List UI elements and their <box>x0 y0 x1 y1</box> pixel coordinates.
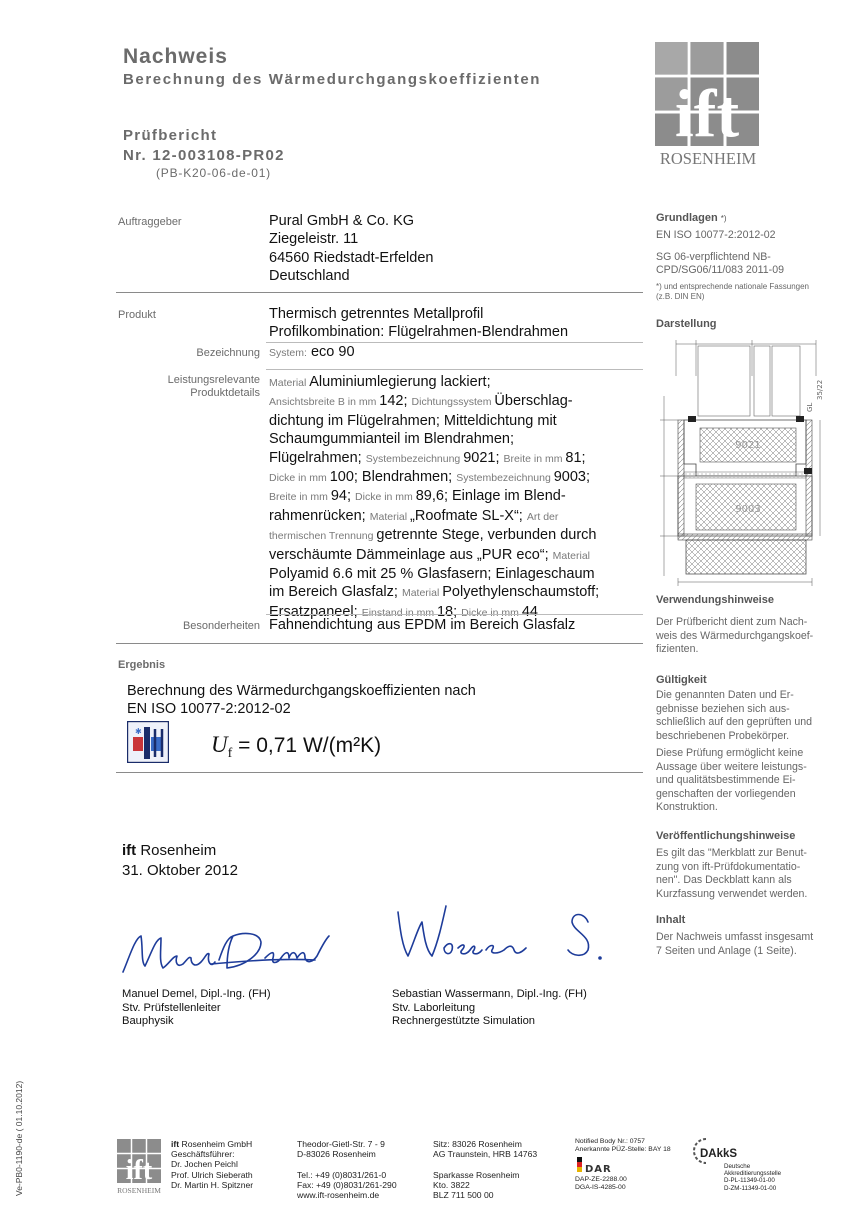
footer-registry <box>433 1139 537 1200</box>
svg-text:9003: 9003 <box>735 504 761 515</box>
sidebar-publication: Veröffentlichungshinweise Es gilt das "Merkblatt zur Benut- zung von ift-Prüfdokumentatio- nen". Das Deckblatt kann als Kurzfassung verwendet werden. <box>656 830 836 901</box>
detail-key: Ansichtsbreite B in mm <box>269 396 380 409</box>
signer-demel <box>122 988 271 1029</box>
validity-line: Aussage über weitere leistungs- <box>656 760 807 773</box>
divider <box>116 643 643 644</box>
validity-line: genschaften der vorliegenden <box>656 787 796 800</box>
detail-value: verschäumte Dämmeinlage aus „PUR eco“; <box>269 546 553 563</box>
footer-line: Tel.: +49 (0)8031/261-0 <box>297 1169 387 1180</box>
designation-label: Bezeichnung <box>196 347 260 359</box>
detail-value: Ersatzpaneel; <box>269 603 362 620</box>
address-line: Ziegeleistr. 11 <box>269 231 359 248</box>
detail-key: Breite in mm <box>269 491 331 504</box>
detail-value: rahmenrücken; <box>269 507 370 524</box>
detail-key: Art der <box>526 510 559 523</box>
detail-key: Dicke in mm <box>461 606 522 619</box>
validity-line: Konstruktion. <box>656 801 718 813</box>
detail-key: Dicke in mm <box>269 472 330 485</box>
details-label: Leistungsrelevante Produktdetails <box>167 374 260 399</box>
detail-line <box>269 507 644 526</box>
divider <box>116 772 643 773</box>
product-description <box>269 305 568 342</box>
detail-value: 89,6; Einlage im Blend- <box>415 488 566 505</box>
designation-value: System: eco 90 <box>269 344 355 360</box>
footer-line: D-ZM-11349-01-00 <box>724 1184 777 1192</box>
detail-line <box>269 449 644 468</box>
footer-line: Sitz: 83026 Rosenheim <box>433 1139 522 1149</box>
special-value: Fahnendichtung aus EPDM im Bereich Glasfalz <box>269 617 576 633</box>
detail-key: Dicke in mm <box>355 491 416 504</box>
detail-value: 94; <box>330 488 356 505</box>
detail-value: 9021; <box>463 449 504 466</box>
svg-text:DAR: DAR <box>585 1164 612 1175</box>
ift-logo-icon <box>655 42 761 168</box>
signature-demel <box>115 918 345 980</box>
usage-line: weis des Wärmedurchgangskoef- <box>656 629 814 642</box>
svg-text:9021: 9021 <box>735 440 761 451</box>
footer-line: Akkreditierungsstelle <box>724 1170 782 1178</box>
validity-line: Diese Prüfung ermöglicht keine <box>656 747 804 759</box>
footer-line: www.ift-rosenheim.de <box>297 1190 380 1201</box>
footer-line: Dr. Martin H. Spitzner <box>171 1179 254 1190</box>
validity-line: und qualitätsbestimmende Ei- <box>656 774 796 786</box>
detail-value: Polyamid 6.6 mit 25 % Glasfasern; Einlageschaum <box>269 566 595 583</box>
signer-line: Bauphysik <box>122 1015 174 1027</box>
detail-value: Aluminiumlegierung lackiert; <box>309 374 491 390</box>
drawing-heading: Darstellung <box>656 318 717 330</box>
footer-line: D-83026 Rosenheim <box>297 1149 376 1160</box>
document-subtitle: Berechnung des Wärmedurchgangskoeffizienten <box>123 71 542 88</box>
footer-address <box>297 1139 397 1200</box>
signer-line: Stv. Prüfstellenleiter <box>122 1001 221 1014</box>
dakks-mark: DAkkS Deutsche Akkreditierungsstelle D-PL-11349-01-00 D-ZM-11349-01-00 <box>688 1137 788 1197</box>
detail-key: Material <box>269 377 310 389</box>
result-label: Ergebnis <box>118 659 166 671</box>
ift-logo-small-icon <box>117 1139 163 1195</box>
sidebar-usage: Verwendungshinweise Der Prüfbericht dient zum Nach- weis des Wärmedurchgangskoef- fizienten. <box>656 594 836 657</box>
svg-text:ift: ift <box>125 1155 153 1186</box>
sidebar-validity: Gültigkeit Die genannten Daten und Er- gebnisse beziehen sich aus- schließlich auf den geprüften und beschriebenen Probekörper. Diese Prüfung ermöglicht keine Aussage über weitere leistungs- und qualitätsbestimmende Ei- genschaften der vorliegenden Konstruktion. <box>656 674 836 815</box>
footer-line: Kto. 3822 <box>433 1179 470 1190</box>
report-number: Nr. 12-003108-PR02 <box>123 147 285 164</box>
validity-line: schließlich auf den geprüften und <box>656 716 813 728</box>
uf-result: $U_f = 0,71$ W/(m²K) <box>211 732 382 762</box>
detail-key: Material <box>401 587 443 600</box>
publication-line: nen". Das Deckblatt kann als <box>656 874 792 886</box>
detail-value: 100; Blendrahmen; <box>329 469 457 486</box>
report-code: (PB-K20-06-de-01) <box>156 166 271 180</box>
detail-value: 142; <box>379 393 412 410</box>
sidebar-content: Inhalt Der Nachweis umfasst insgesamt 7 Seiten und Anlage (1 Seite). <box>656 914 836 958</box>
product-details <box>269 373 644 622</box>
footer-company: ift Rosenheim GmbH Geschäftsführer: Dr. Jochen Peichl Prof. Ulrich Sieberath Dr. Martin H. Spitzner <box>171 1139 254 1190</box>
footer-logo <box>117 1139 163 1195</box>
publication-line: zung von ift-Prüfdokumentatio- <box>656 860 801 873</box>
signer-line: Rechnergestützte Simulation <box>392 1015 536 1027</box>
detail-key: Systembezeichnung <box>365 452 464 465</box>
product-label: Produkt <box>118 309 156 321</box>
issuer: ift Rosenheim <box>122 842 217 859</box>
detail-key: Breite in mm <box>503 452 566 465</box>
detail-value: 81; <box>565 449 586 466</box>
thermal-icon <box>127 721 169 763</box>
detail-value: Flügelrahmen; <box>269 449 366 466</box>
footer-line: Theodor-Gietl-Str. 7 - 9 <box>297 1139 385 1149</box>
svg-text:ift: ift <box>674 75 740 151</box>
detail-value: im Bereich Glasfalz; <box>269 584 402 601</box>
footer-line: D-PL-11349-01-00 <box>724 1177 775 1185</box>
profile-drawing <box>656 336 828 588</box>
footer-notified-body: Notified Body Nr.: 0757 Anerkannte PÜZ-Stelle: BAY 18 DAR DAP-ZE-2288.00 DGA-IS-4285-00 <box>575 1138 671 1191</box>
usage-line: fizienten. <box>656 643 699 655</box>
validity-line: gebnisse beziehen sich aus- <box>656 702 790 715</box>
divider <box>116 292 643 293</box>
detail-line <box>269 565 644 583</box>
detail-value: 9003; <box>553 469 591 486</box>
dar-emblem-icon <box>575 1156 635 1176</box>
detail-value: Schaumgummianteil im Blendrahmen; <box>269 431 514 448</box>
footer-line <box>433 1159 537 1169</box>
svg-text:ROSENHEIM: ROSENHEIM <box>659 149 757 168</box>
detail-key: Systembezeichnung <box>456 472 554 485</box>
product-line: Profilkombination: Flügelrahmen-Blendrahmen <box>269 324 569 341</box>
detail-value: Polyethylenschaumstoff; <box>442 584 600 601</box>
detail-key: Einstand in mm <box>361 606 437 619</box>
document-title: Nachweis <box>123 45 228 68</box>
footer-line: Geschäftsführer: <box>171 1149 235 1160</box>
footer-line: BLZ 711 500 00 <box>433 1190 494 1201</box>
svg-text:35/22: 35/22 <box>816 379 824 400</box>
detail-value: dichtung im Flügelrahmen; Mitteldichtung mit <box>269 412 557 429</box>
publication-line: Kurzfassung verwendet werden. <box>656 887 808 900</box>
footer-line: Prof. Ulrich Sieberath <box>171 1169 253 1180</box>
validity-line: beschriebenen Probekörper. <box>656 729 790 742</box>
special-label: Besonderheiten <box>182 620 260 632</box>
detail-key: Material <box>552 549 591 562</box>
address-line: 64560 Riedstadt-Erfelden <box>269 249 434 266</box>
client-label: Auftraggeber <box>118 216 182 228</box>
signer-wassermann <box>392 988 587 1029</box>
footer-line: Sparkasse Rosenheim <box>433 1169 520 1180</box>
detail-value: 44 <box>521 603 538 620</box>
detail-line <box>269 468 644 487</box>
sidebar-basis: Grundlagen *) EN ISO 10077-2:2012-02 SG 06-verpflichtend NB- CPD/SG06/11/083 2011-09 *) und entsprechende nationale Fassungen (z.B. DIN EN) <box>656 212 809 301</box>
usage-line: Der Prüfbericht dient zum Nach- <box>656 616 808 628</box>
detail-line <box>269 526 644 545</box>
address-line: Pural GmbH & Co. KG <box>269 213 415 229</box>
client-address <box>269 212 433 286</box>
signer-line: Sebastian Wassermann, Dipl.-Ing. (FH) <box>392 988 587 1000</box>
result-method: Berechnung des Wärmedurchgangskoeffizienten nach EN ISO 10077-2:2012-02 <box>127 683 476 718</box>
address-line: Deutschland <box>269 268 350 285</box>
detail-line <box>269 583 644 602</box>
form-code: Ve-PB0-1190-de ( 01.10.2012) <box>14 1080 24 1196</box>
issue-date: 31. Oktober 2012 <box>122 862 238 879</box>
footer-line <box>297 1159 397 1169</box>
detail-line <box>269 430 644 448</box>
footer-line: Deutsche <box>724 1163 751 1170</box>
footer-line: Dr. Jochen Peichl <box>171 1159 238 1170</box>
signer-line: Manuel Demel, Dipl.-Ing. (FH) <box>122 988 271 1000</box>
detail-value: Überschlag- <box>494 393 573 410</box>
signature-wassermann <box>388 898 618 970</box>
detail-line <box>269 412 644 430</box>
detail-key: Material <box>369 510 411 523</box>
product-line: Thermisch getrenntes Metallprofil <box>269 306 484 322</box>
divider <box>266 614 643 615</box>
svg-text:ROSENHEIM: ROSENHEIM <box>117 1186 161 1195</box>
detail-line <box>269 546 644 565</box>
detail-line <box>269 373 644 392</box>
detail-key: Dichtungssystem <box>411 396 495 409</box>
footer-line: AG Traunstein, HRB 14763 <box>433 1149 538 1160</box>
report-label: Prüfbericht <box>123 127 218 144</box>
content-line: Der Nachweis umfasst insgesamt <box>656 931 814 943</box>
publication-line: Es gilt das "Merkblatt zur Benut- <box>656 847 807 859</box>
detail-line <box>269 392 644 411</box>
ift-logo <box>655 42 761 168</box>
content-line: 7 Seiten und Anlage (1 Seite). <box>656 944 797 957</box>
svg-text:✱: ✱ <box>135 727 142 736</box>
detail-key: thermischen Trennung <box>269 530 377 543</box>
footer-line: Fax: +49 (0)8031/261-290 <box>297 1179 397 1190</box>
signer-line: Stv. Laborleitung <box>392 1001 476 1014</box>
svg-text:GL: GL <box>806 402 814 412</box>
detail-value: „Roofmate SL-X“; <box>410 507 527 524</box>
divider <box>266 369 643 370</box>
validity-line: Die genannten Daten und Er- <box>656 689 794 701</box>
detail-line <box>269 487 644 506</box>
detail-value: getrennte Stege, verbunden durch <box>376 527 597 544</box>
detail-value: 18; <box>436 603 462 620</box>
